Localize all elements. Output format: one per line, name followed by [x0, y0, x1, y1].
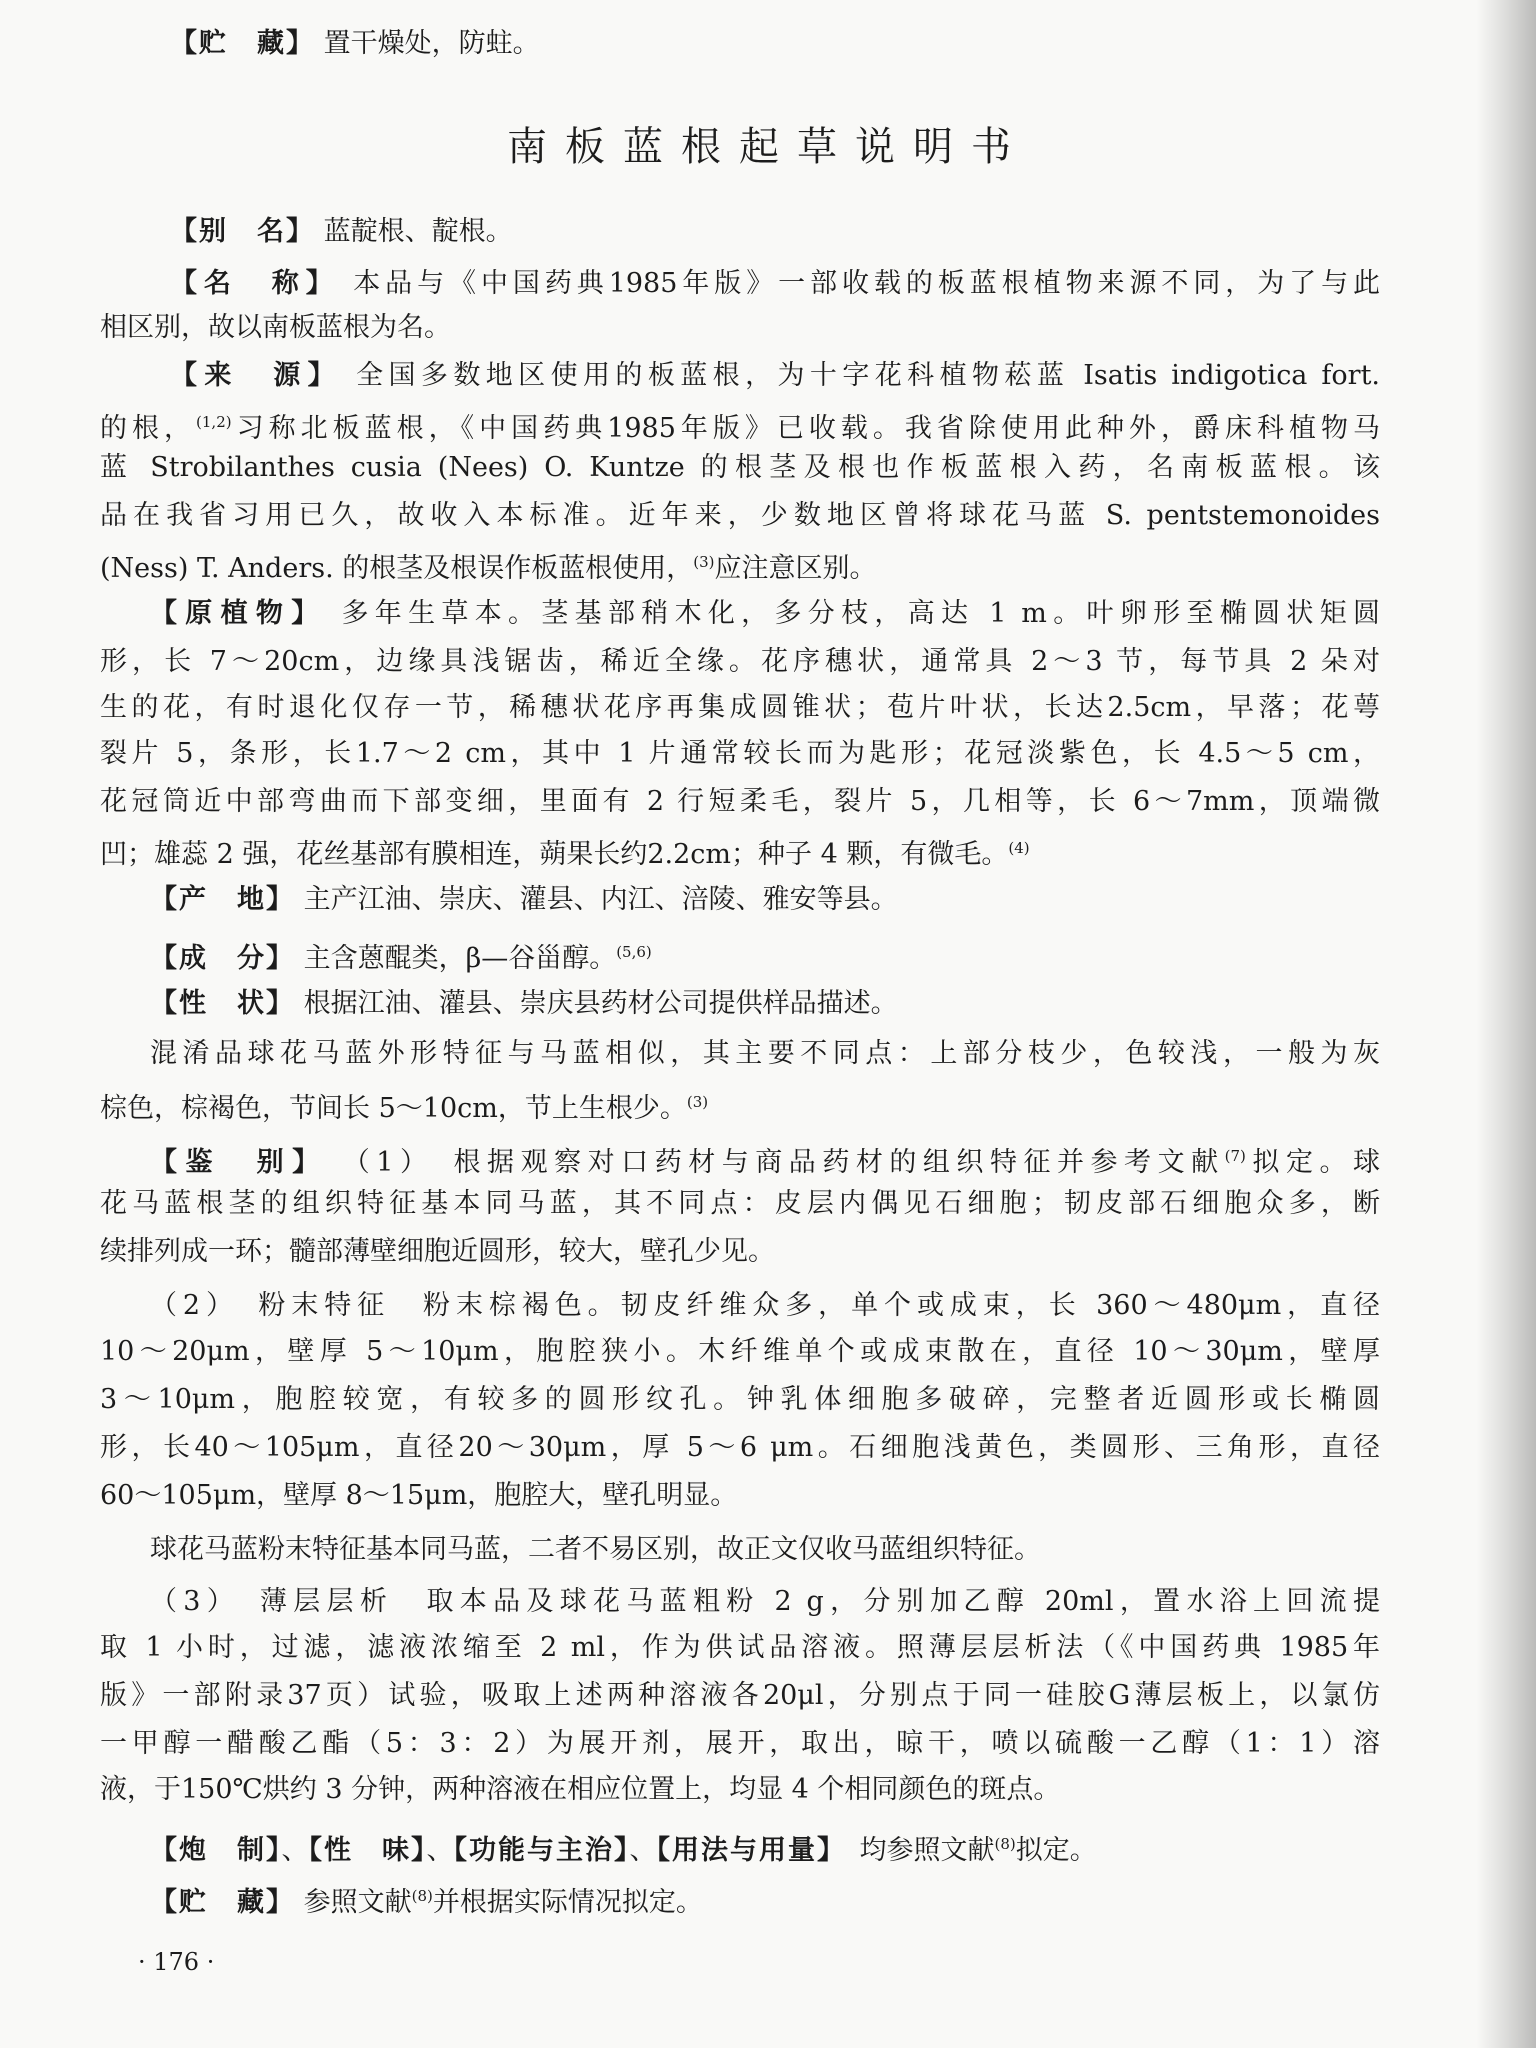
character-line-2: 混淆品球花马蓝外形特征与马蓝相似，其主要不同点：上部分枝少，色较浅，一般为灰 — [150, 1038, 1380, 1069]
source-line-4: 品在我省习用已久，故收入本标准。近年来，少数地区曾将球花马蓝 S. pentstemonoides — [100, 500, 1380, 531]
alias-line — [170, 212, 1380, 252]
document-title: 南板蓝根起草说明书 — [507, 124, 1029, 170]
character-line-3 — [100, 1082, 1380, 1129]
processing-text-a: 均参照文献 — [832, 1835, 995, 1866]
identification-p3-line-1: （3） 薄层层析 取本品及球花马蓝粗粉 2 g，分别加乙醇 20ml，置水浴上回流提 — [150, 1586, 1380, 1617]
name-label: 【名 称】 — [170, 268, 340, 299]
identification-p3-line-5: 液，于150℃烘约 3 分钟，两种溶液在相应位置上，均显 4 个相同颜色的斑点。 — [100, 1774, 1061, 1805]
source-text-2b: 习称北板蓝根，《中国药典1985年版》已收载。我省除使用此种外，爵床科植物马 — [231, 413, 1381, 444]
reference-mark: (1,2) — [196, 413, 232, 431]
identification-p2-line-1: （2） 粉末特征 粉末棕褐色。韧皮纤维众多，单个或成束，长 360～480μm，直径 — [150, 1290, 1380, 1321]
character-text: 根据江油、灌县、崇庆县药材公司提供样品描述。 — [303, 988, 898, 1019]
plant-line-4: 裂片 5，条形，长1.7～2 cm，其中 1 片通常较长而为匙形；花冠淡紫色，长 4.5～5 cm， — [100, 738, 1380, 769]
processing-label: 【炮 制】 — [150, 1835, 282, 1866]
name-line-1 — [170, 264, 1380, 304]
source-line-5 — [100, 542, 1380, 589]
identification-p3-line-3: 版》一部附录37页）试验，吸取上述两种溶液各20μl，分别点于同一硅胶G薄层板上，以氯仿 — [100, 1680, 1380, 1711]
prev-storage-text: 置干燥处，防蛀。 — [323, 28, 540, 59]
identification-p2-line-4: 形，长40～105μm，直径20～30μm，厚 5～6 μm。石细胞浅黄色，类圆形、三角形，直径 — [100, 1432, 1380, 1463]
identification-p2-line-6: 球花马蓝粉末特征基本同马蓝，二者不易区别，故正文仅收马蓝组织特征。 — [150, 1534, 1041, 1565]
alias-text: 蓝靛根、靛根。 — [323, 216, 513, 247]
identification-text-1a: （1） 根据观察对口药材与商品药材的组织特征并参考文献 — [342, 1147, 1225, 1178]
identification-p2-line-2: 10～20μm，壁厚 5～10μm，胞腔狭小。木纤维单个或成束散在，直径 10～30μm，壁厚 — [100, 1336, 1380, 1367]
identification-line-1 — [150, 1136, 1380, 1183]
identification-p3-line-4: 一甲醇一醋酸乙酯（5：3：2）为展开剂，展开，取出，晾干，喷以硫酸一乙醇（1：1）溶 — [100, 1728, 1380, 1759]
function-label: 【功能与主治】 — [453, 1835, 630, 1866]
plant-label: 【原植物】 — [150, 598, 327, 629]
reference-mark: (4) — [1008, 839, 1030, 857]
reference-mark: (7) — [1224, 1147, 1246, 1165]
identification-text-1b: 拟定。球 — [1245, 1147, 1380, 1178]
prev-storage-line — [170, 24, 1380, 64]
identification-p2-line-3: 3～10μm，胞腔较宽，有较多的圆形纹孔。钟乳体细胞多破碎，完整者近圆形或长椭圆 — [100, 1384, 1380, 1415]
plant-line-6 — [100, 828, 1380, 875]
usage-label: 【用法与用量】 — [656, 1835, 833, 1866]
character-text-3: 棕色，棕褐色，节间长 5～10cm，节上生根少。 — [100, 1093, 687, 1124]
plant-line-3: 生的花，有时退化仅存一节，稀穗状花序再集成圆锥状；苞片叶状，长达2.5cm，早落；花萼 — [100, 692, 1380, 723]
source-text-1: 全国多数地区使用的板蓝根，为十字花科植物菘蓝 Isatis indigotica fort. — [356, 360, 1380, 391]
source-label: 【来 源】 — [170, 360, 343, 391]
source-line-1 — [170, 356, 1380, 396]
identification-line-2: 花马蓝根茎的组织特征基本同马蓝，其不同点：皮层内偶见石细胞；韧皮部石细胞众多，断 — [100, 1188, 1380, 1219]
plant-line-5: 花冠筒近中部弯曲而下部变细，里面有 2 行短柔毛，裂片 5，几相等，长 6～7mm，顶端微 — [100, 786, 1380, 817]
identification-label: 【鉴 别】 — [150, 1147, 328, 1178]
source-text-2a: 的根， — [100, 413, 197, 444]
origin-text: 主产江油、崇庆、灌县、内江、涪陵、雅安等县。 — [303, 884, 898, 915]
storage-text-b: 并根据实际情况拟定。 — [432, 1887, 703, 1918]
page-number: · 176 · — [138, 1948, 215, 1976]
separator: 、 — [629, 1835, 657, 1866]
origin-line — [150, 880, 1380, 920]
character-label: 【性 状】 — [150, 988, 295, 1019]
source-line-2 — [100, 402, 1380, 449]
plant-line-1 — [150, 594, 1380, 634]
identification-line-3: 续排列成一环；髓部薄壁细胞近圆形，较大，壁孔少见。 — [100, 1236, 775, 1267]
storage-label: 【贮 藏】 — [150, 1887, 295, 1918]
source-text-5b: 应注意区别。 — [714, 553, 877, 584]
name-line-2: 相区别，故以南板蓝根为名。 — [100, 312, 451, 343]
reference-mark: (3) — [686, 1093, 709, 1111]
processing-line — [150, 1824, 1380, 1871]
plant-text-1: 多年生草本。茎基部稍木化，多分枝，高达 1 m。叶卵形至椭圆状矩圆 — [341, 598, 1381, 629]
prev-storage-label: 【贮 藏】 — [170, 28, 315, 59]
taste-label: 【性 味】 — [308, 1835, 427, 1866]
separator: 、 — [281, 1835, 309, 1866]
processing-text-b: 拟定。 — [1015, 1835, 1097, 1866]
reference-mark: (8) — [411, 1887, 433, 1905]
source-line-3: 蓝 Strobilanthes cusia (Nees) O. Kuntze 的根茎及根也作板蓝根入药，名南板蓝根。该 — [100, 452, 1380, 483]
character-line-1 — [150, 984, 1380, 1024]
identification-p3-line-2: 取 1 小时，过滤，滤液浓缩至 2 ml，作为供试品溶液。照薄层层析法（《中国药典 1985年 — [100, 1632, 1380, 1663]
reference-mark: (3) — [693, 553, 715, 571]
reference-mark: (5,6) — [616, 943, 652, 961]
reference-mark: (8) — [994, 1835, 1016, 1853]
components-label: 【成 分】 — [150, 943, 295, 974]
page-gutter-shadow — [1476, 0, 1536, 2048]
components-line — [150, 932, 1380, 979]
source-text-5a: (Ness) T. Anders. 的根茎及根误作板蓝根使用， — [100, 553, 694, 584]
plant-line-2: 形，长 7～20cm，边缘具浅锯齿，稀近全缘。花序穗状，通常具 2～3 节，每节具 2 朵对 — [100, 646, 1380, 677]
identification-p2-line-5: 60～105μm，壁厚 8～15μm，胞腔大，壁孔明显。 — [100, 1480, 738, 1511]
name-text-1: 本品与《中国药典1985年版》一部收载的板蓝根植物来源不同，为了与此 — [353, 268, 1381, 299]
components-text: 主含蒽醌类，β—谷甾醇。 — [303, 943, 617, 974]
storage-line — [150, 1876, 1380, 1923]
storage-text-a: 参照文献 — [303, 1887, 412, 1918]
separator: 、 — [426, 1835, 454, 1866]
alias-label: 【别 名】 — [170, 216, 315, 247]
origin-label: 【产 地】 — [150, 884, 295, 915]
plant-text-6: 凹；雄蕊 2 强，花丝基部有膜相连，蒴果长约2.2cm；种子 4 颗，有微毛。 — [100, 839, 1009, 870]
